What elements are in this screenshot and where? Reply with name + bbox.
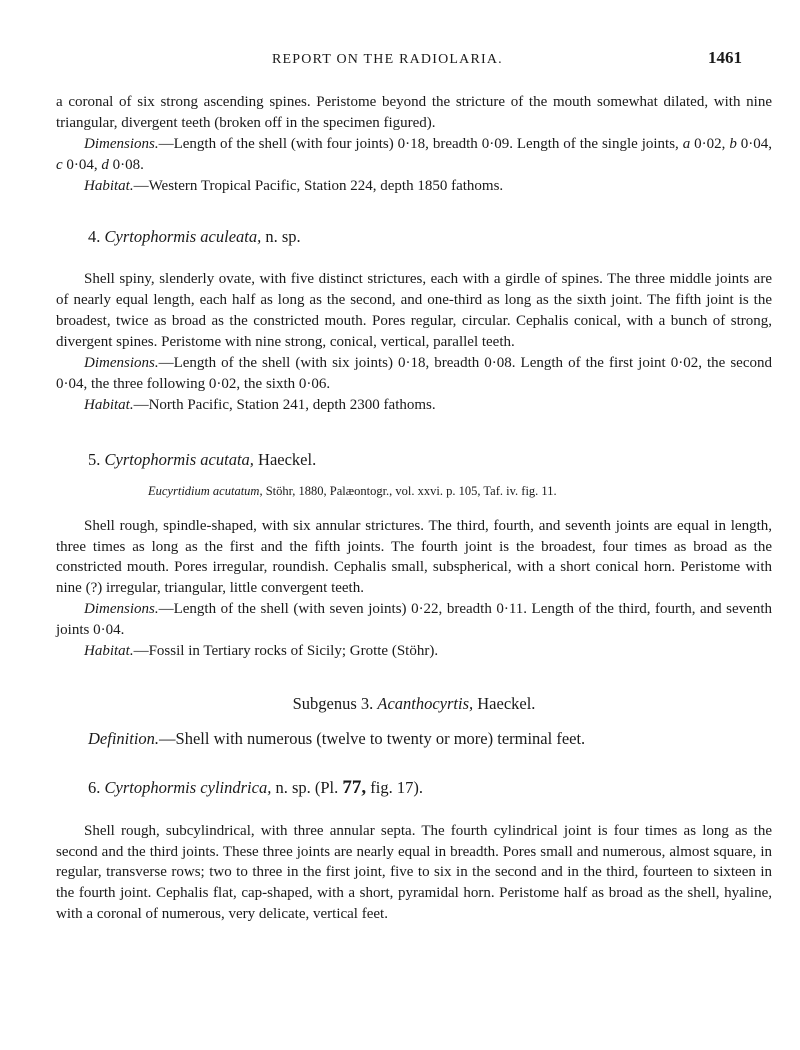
definition-label: Definition. [88,728,160,748]
species-5-heading [56,450,772,471]
subgenus-prefix: Subgenus 3. [292,693,378,713]
dimensions-label: Dimensions. [84,601,159,618]
species-name: Cyrtophormis cylindrica, [104,777,272,797]
habitat-paragraph [56,176,772,197]
dims-b: b [729,135,737,152]
habitat-label: Habitat. [84,396,134,413]
habitat-label: Habitat. [84,643,134,660]
habitat-text: —Western Tropical Pacific, Station 224, depth 1850 fathoms. [133,177,504,194]
plate-number: 77, [342,776,367,798]
habitat-label: Habitat. [84,177,134,194]
species-5-description: Shell rough, spindle-shaped, with six annular strictures. The third, fourth, and seventh joints are equal in length, three times as long as the first and the fifth joints. The fourth joint is the broadest, four times as broad as the constricted mouth. Pores irregular, roundish. Cephalis small, subspherical, with a short conical horn. Peristome with nine (?) irregular, triangular, little convergent teeth. [56,517,772,597]
dims-a: a [682,135,691,152]
species-4-dimensions [56,353,772,395]
synonym-name: Eucyrtidium acutatum, [148,483,263,498]
species-4-description: Shell spiny, slenderly ovate, with five distinct strictures, each with a girdle of spines. The three middle joints are of nearly equal length, each half as long as the second, and one-third as long as the sixth joint. The fifth joint is the broadest, twice as broad as the constricted mouth. Pores regular, circular. Cephalis conical, with a bunch of strong, divergent spines. Peristome with nine strong, conical, vertical, parallel teeth. [56,271,772,351]
dimensions-text: —Length of the shell (with four joints) 0·18, breadth 0·09. Length of the single joints, [158,135,679,152]
figure-ref: fig. 17). [366,777,423,797]
page-body [56,92,772,925]
dims-a-val: 0·02, [690,135,730,152]
species-6-description: Shell rough, subcylindrical, with three annular septa. The fourth cylindrical joint is four times as long as the second and the third joints. These three joints are nearly equal in breadth. Pores small and numerous, almost square, in regular, transverse rows; two to three in the first joint, five to six in the second and in the third, fourteen to sixteen in the fourth joint. Cephalis flat, cap-shaped, with a short, pyramidal horn. Peristome half as broad as the shell, hyaline, with a coronal of numerous, very delicate, vertical feet. [56,822,772,923]
dimensions-label: Dimensions. [84,355,159,372]
dimensions-text: —Length of the shell (with seven joints) 0·22, breadth 0·11. Length of the third, fourth, and seventh joints 0·04. [56,601,772,639]
dims-c-val: 0·04, [62,156,102,173]
running-title: REPORT ON THE RADIOLARIA. [272,52,503,67]
dims-c: c [56,156,63,173]
subgenus-name: Acanthocyrtis, [377,693,474,713]
species-author: n. sp. [261,226,301,246]
habitat-text: —North Pacific, Station 241, depth 2300 fathoms. [133,396,436,413]
species-author: Haeckel. [253,449,317,469]
species-5-synonymy [56,481,772,502]
subgenus-author: Haeckel. [473,693,536,713]
species-4-habitat [56,395,772,416]
species-6-heading [56,778,772,799]
dims-b-val: 0·04, [736,135,772,152]
dims-d: d [101,156,109,173]
species-5-habitat [56,641,772,662]
page-header [0,48,800,72]
subgenus-definition [56,729,772,750]
synonym-reference: Stöhr, 1880, Palæontogr., vol. xxvi. p. 105, Taf. iv. fig. 11. [262,483,557,498]
definition-text: —Shell with numerous (twelve to twenty or more) terminal feet. [159,728,586,748]
subgenus-heading [56,694,772,715]
habitat-text: —Fossil in Tertiary rocks of Sicily; Grotte (Stöhr). [133,643,439,660]
species-author: n. sp. (Pl. [271,777,343,797]
species-number: 5. [88,449,101,469]
dimensions-label: Dimensions. [84,135,159,152]
species-number: 4. [88,226,101,246]
species-name: Cyrtophormis aculeata, [104,226,262,246]
dimensions-text: —Length of the shell (with six joints) 0·18, breadth 0·08. Length of the first joint 0·02, the second 0·04, the three following 0·02, the sixth 0·06. [56,355,772,392]
species-name: Cyrtophormis acutata, [104,449,254,469]
continuation-paragraph: a coronal of six strong ascending spines. Peristome beyond the stricture of the mouth somewhat dilated, with nine triangular, divergent teeth (broken off in the specimen figured). [56,94,772,131]
species-5-dimensions [56,599,772,641]
species-4-heading [56,227,772,248]
dims-d-val: 0·08. [108,156,144,173]
page-number: 1461 [708,48,742,67]
dimensions-paragraph [56,134,772,176]
species-number: 6. [88,777,101,797]
